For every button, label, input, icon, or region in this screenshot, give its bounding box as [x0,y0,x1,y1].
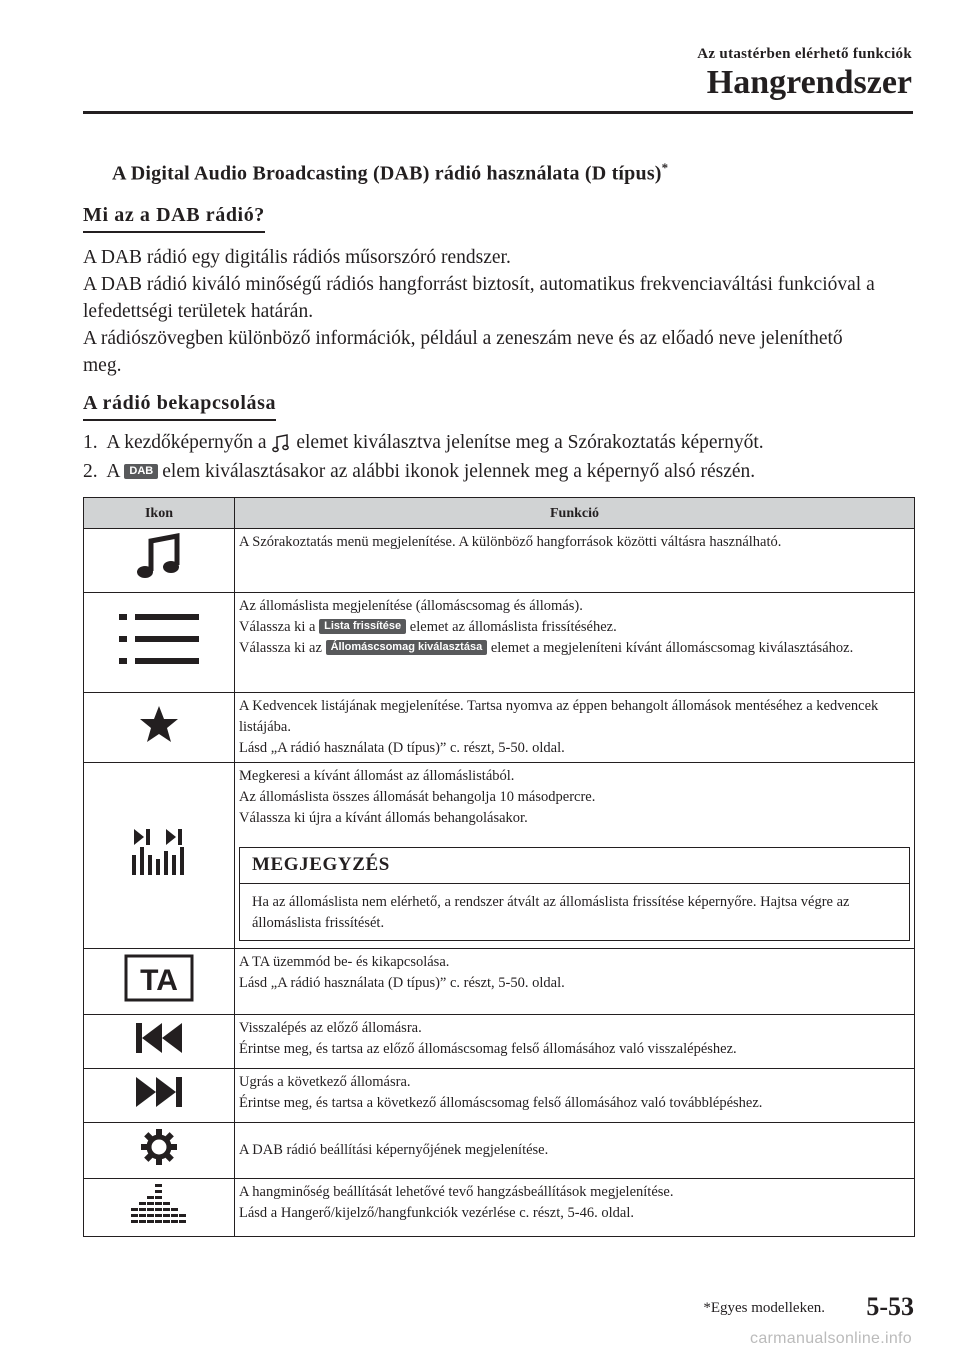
music-note-icon [135,532,183,582]
update-list-chip: Lista frissítése [319,619,406,634]
ta-icon [124,954,194,1002]
prev-desc: Visszalépés az előző állomásra. Érintse meg, és tartsa az előző állomáscsomag felső állomásához való visszalépéshez. [235,1015,915,1069]
note-box [239,847,910,941]
footnote: *Egyes modelleken. [703,1300,825,1316]
turn-on-heading: A rádió bekapcsolása [83,392,276,415]
skip-next-icon [134,1075,184,1109]
what-is-line-1: A DAB rádió egy digitális rádiós műsorszóró rendszer. [83,247,511,268]
header-rule [83,111,913,114]
what-is-heading: Mi az a DAB rádió? [83,204,265,227]
music-note-inline-icon [271,433,291,455]
star-icon [139,704,179,744]
page-number: 5-53 [866,1292,914,1321]
watermark: carmanualsonline.info [750,1330,912,1347]
what-is-text [83,244,883,379]
table-row [84,1069,915,1123]
col-function-header: Funkció [235,498,915,529]
scan-desc: Megkeresi a kívánt állomást az állomáslistából. Az állomáslista összes állomását behangolja 10 másodpercre. Válassza ki újra a kívánt állomás behangolásakor. MEGJEGYZÉS Ha az állomáslista nem elérhető, a rendszer átvált az állomáslista frissítése képernyőre. Hajtsa végre az állomáslista frissítését. [235,763,915,949]
section-title-mark: * [661,160,669,175]
dab-chip: DAB [124,464,158,479]
sound-desc: A hangminőség beállítását lehetővé tevő hangzásbeállítások megjelenítése. Lásd a Hangerő/kijelző/hangfunkciók vezérlése c. részt, 5-46. oldal. [235,1179,915,1237]
note-title: MEGJEGYZÉS [240,848,909,884]
function-table [83,497,915,1237]
skip-previous-icon [134,1021,184,1055]
section-title-text: A Digital Audio Broadcasting (DAB) rádió használata (D típus) [112,162,662,185]
entertainment-desc: A Szórakoztatás menü megjelenítése. A különböző hangforrások közötti váltásra használható. [235,529,915,593]
ta-icon-label: TA [140,964,178,997]
table-row [84,1015,915,1069]
note-text: Ha az állomáslista nem elérhető, a rendszer átvált az állomáslista frissítése képernyőre. Hajtsa végre az állomáslista frissítését. [252,894,850,931]
favorites-desc: A Kedvencek listájának megjelenítése. Tartsa nyomva az éppen behangolt állomások mentéséhez a kedvencek listájába. Lásd „A rádió használata (D típus)” c. részt, 5-50. oldal. [235,693,915,763]
table-row [84,1123,915,1179]
table-row [84,593,915,693]
table-row [84,763,915,949]
stationlist-desc: Az állomáslista megjelenítése (állomáscsomag és állomás). Válassza ki a Lista frissítése elemet az állomáslista frissítéséhez. Válassza ki az Állomáscsomag kiválasztása elemet a megjeleníteni kívánt állomáscsomag kiválasztásához. [235,593,915,693]
table-row [84,693,915,763]
ta-desc: A TA üzemmód be- és kikapcsolása. Lásd „A rádió használata (D típus)” c. részt, 5-50. oldal. [235,949,915,1015]
table-header [84,498,915,529]
equalizer-icon [131,1184,187,1224]
table-row [84,949,915,1015]
scan-icon [130,829,188,875]
col-icon-header: Ikon [84,498,235,529]
section-title [112,160,668,186]
header-subtitle: Az utastérben elérhető funkciók [697,46,912,62]
table-row [84,529,915,593]
settings-desc: A DAB rádió beállítási képernyőjének megjelenítése. [235,1123,915,1179]
table-row [84,1179,915,1237]
step-2: 2. A DAB elem kiválasztásakor az alábbi ikonok jelennek meg a képernyő alsó részén. [83,461,756,482]
what-is-line-3: A rádiószövegben különböző információk, például a zeneszám neve és az előadó neve jeleníthető meg. [83,328,843,376]
steps [83,428,764,486]
what-is-line-2: A DAB rádió kiváló minőségű rádiós hangforrást biztosít, automatikus frekvenciaváltási funkcióval a lefedettségi területek határán. [83,274,875,322]
step-1: 1. A kezdőképernyőn a elemet kiválasztva jelenítse meg a Szórakoztatás képernyőt. [83,432,764,453]
header-title: Hangrendszer [706,64,912,101]
select-ensemble-chip: Állomáscsomag kiválasztása [326,640,488,655]
next-desc: Ugrás a következő állomásra. Érintse meg, és tartsa a következő állomáscsomag felső állomásához való továbblépéshez. [235,1069,915,1123]
gear-icon [139,1127,179,1167]
list-icon [119,614,199,664]
